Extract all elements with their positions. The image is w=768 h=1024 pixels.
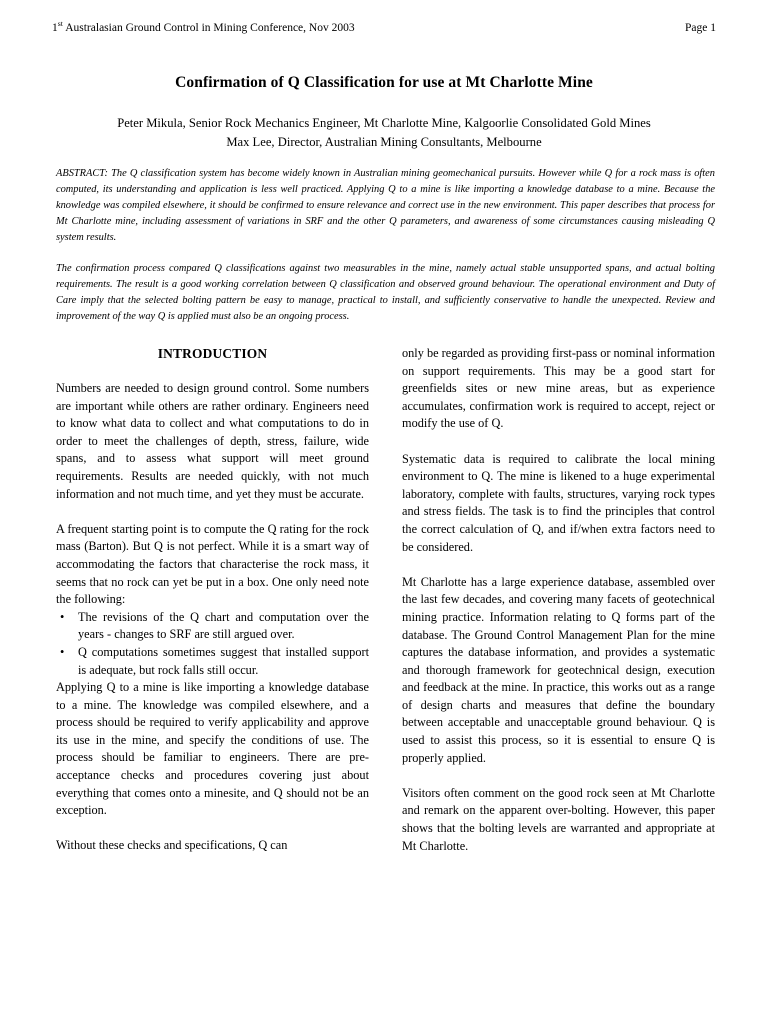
running-header bbox=[52, 20, 716, 36]
author-line-1: Peter Mikula, Senior Rock Mechanics Engineer, Mt Charlotte Mine, Kalgoorlie Consolidated Gold Mines bbox=[117, 116, 651, 130]
list-item-text: Q computations sometimes suggest that installed support is adequate, but rock falls still occur. bbox=[78, 644, 369, 677]
header-conference-rest: Australasian Ground Control in Mining Conference, Nov 2003 bbox=[62, 22, 355, 34]
list-item-text: The revisions of the Q chart and computation over the years - changes to SRF are still argued over. bbox=[78, 609, 369, 642]
left-column bbox=[56, 345, 369, 855]
bullet-list bbox=[56, 609, 369, 679]
header-page-number: Page 1 bbox=[685, 22, 716, 34]
bullet-icon: • bbox=[60, 609, 65, 624]
left-paragraph-4: Without these checks and specifications, Q can bbox=[56, 838, 288, 853]
right-paragraph-2: Systematic data is required to calibrate the local mining environment to Q. The mine is likened to a huge experimental laboratory, complete with faults, structures, varying rock types and stress fields. The task is to find the principles that control the correct calculation of Q, and if/when extra factors need to be considered. bbox=[402, 451, 715, 554]
list-item bbox=[56, 644, 369, 679]
header-ordinal-number: 1 bbox=[52, 22, 58, 34]
header-conference-text bbox=[52, 20, 355, 36]
left-paragraph-2: A frequent starting point is to compute the Q rating for the rock mass (Barton). But Q is not perfect. While it is a smart way of accommodating the factors that characterise the rock mass, it seems that no rock can yet be put in a box. One only need note the following: bbox=[56, 521, 369, 607]
author-line-2: Max Lee, Director, Australian Mining Consultants, Melbourne bbox=[226, 135, 542, 149]
page-title: Confirmation of Q Classification for use at Mt Charlotte Mine bbox=[175, 74, 593, 91]
header-ordinal-suffix: st bbox=[57, 19, 63, 29]
body-columns bbox=[56, 345, 715, 1004]
left-paragraph-3: Applying Q to a mine is like importing a knowledge database to a mine. The knowledge was compiled elsewhere, and a process should be required to verify applicability and approve its use in the mine, and specify the conditions of use. The process should be familiar to engineers. There are pre-acceptance checks and procedures covering just about everything that comes onto a minesite, and Q should not be an exception. bbox=[56, 680, 369, 818]
bullet-icon: • bbox=[60, 644, 65, 659]
title-block bbox=[56, 73, 712, 152]
right-paragraph-1: only be regarded as providing first-pass or nominal information on support requirements. This may be a good start for greenfields sites or new mine areas, but as experience accumulates, confirmation work is required to accept, reject or modify the use of Q. bbox=[402, 346, 715, 431]
abstract-section bbox=[56, 166, 715, 325]
list-item bbox=[56, 609, 369, 644]
right-paragraph-4: Visitors often comment on the good rock seen at Mt Charlotte and remark on the apparent over-bolting. However, this paper shows that the bolting levels are warranted and appropriate at Mt Charlotte. bbox=[402, 785, 715, 853]
right-column bbox=[402, 345, 715, 855]
right-paragraph-3: Mt Charlotte has a large experience database, assembled over the last few decades, and covering many facets of geotechnical mining practice. Information relating to Q forms part of the database. The Ground Control Management Plan for the mine captures the database information, and provides a systematic and thorough framework for geotechnical design, execution and feedback at the mine. In practice, this works out as a range of design charts and measures that define the boundary between acceptable and unacceptable ground behaviour. Q is used to assist this process, so it is essential to ensure Q is properly applied. bbox=[402, 574, 715, 765]
author-block bbox=[56, 114, 712, 152]
abstract-paragraph-1: ABSTRACT: The Q classification system has become widely known in Australian mining geomechanical pursuits. However while Q for a rock mass is often computed, its understanding and application is less well practiced. Applying Q to a mine is like importing a knowledge database to a mine. Because the knowledge was compiled elsewhere, it should be confirmed to ensure relevance and correct use in the new environment. This paper describes that process for Mt Charlotte mine, including assessment of variations in SRF and the other Q parameters, and awareness of some circumstances causing misleading Q system results. bbox=[56, 168, 715, 243]
left-paragraph-1: Numbers are needed to design ground control. Some numbers are important while others are rather ordinary. Engineers need to know what data to collect and what computations to do in order to meet the challenges of depth, stress, failure, wide spans, and to assess what support will meet ground requirements. Results are needed quickly, with not much information and not much time, and yet they must be accurate. bbox=[56, 381, 369, 501]
section-heading-introduction: INTRODUCTION bbox=[157, 346, 268, 361]
abstract-paragraph-2: The confirmation process compared Q classifications against two measurables in the mine, namely actual stable unsupported spans, and actual bolting requirements. The result is a good working correlation between Q classification and observed ground behaviour. The operational environment and Duty of Care imply that the selected bolting pattern be easy to manage, practical to install, and sufficiently conservative to handle the unexpected. Review and improvement of the way Q is applied must also be an ongoing process. bbox=[56, 263, 715, 323]
